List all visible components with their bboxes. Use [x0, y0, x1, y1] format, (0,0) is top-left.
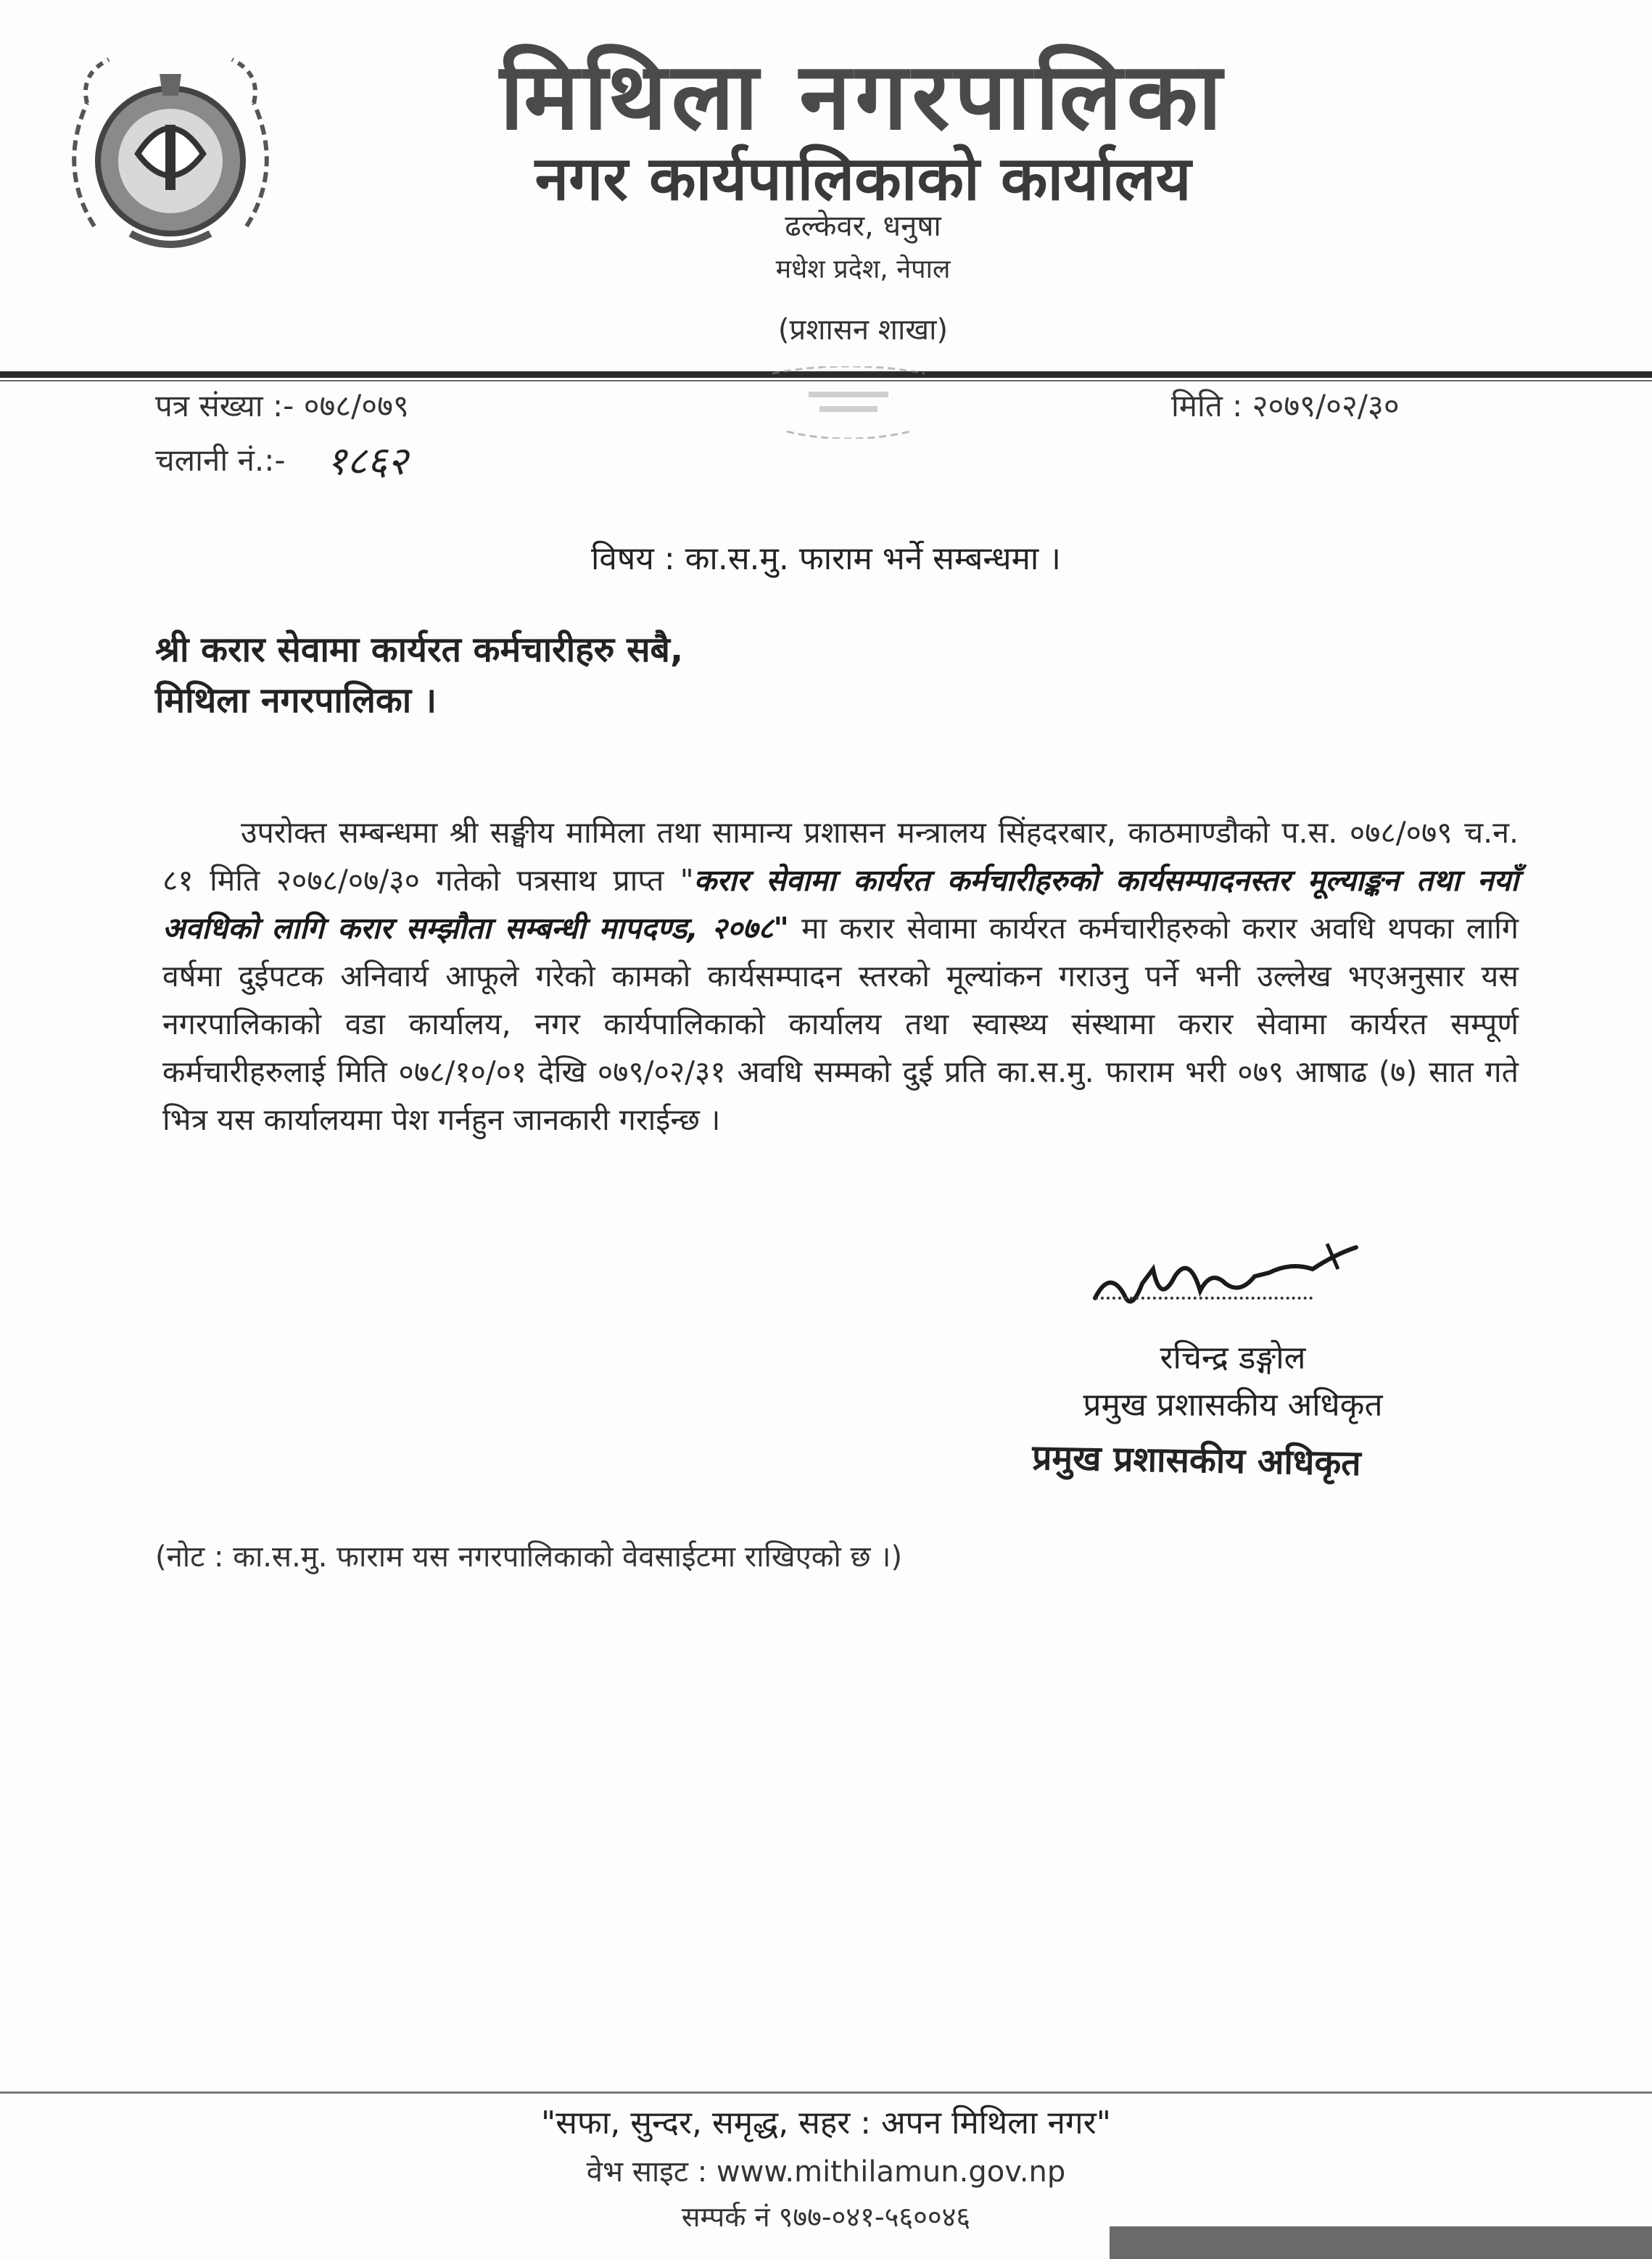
address-line-1: ढल्केवर, धनुषा [785, 210, 941, 243]
footer-rule [0, 2091, 1652, 2094]
subject-line: विषय : का.स.मु. फाराम भर्ने सम्बन्धमा । [591, 540, 1061, 577]
addressee-line-1: श्री करार सेवामा कार्यरत कर्मचारीहरु सबै, [155, 629, 684, 670]
municipality-emblem-icon [51, 45, 290, 263]
signatory-designation: प्रमुख प्रशासकीय अधिकृत [1083, 1387, 1383, 1424]
dispatch-number: १८६२ [326, 438, 408, 484]
office-seal-icon [758, 366, 939, 439]
branch-label: (प्रशासन शाखा) [777, 313, 949, 347]
note-line: (नोट : का.स.मु. फाराम यस नगरपालिकाको वेवसाईटमा राखिएको छ ।) [155, 1540, 903, 1574]
body-text-part-1: उपरोक्त सम्बन्धमा श्री सङ्घीय मामिला तथा सामान्य प्रशासन मन्त्रालय सिंहदरबार, काठमाण्डौको प.स. ०७८/०७९ च.न. ८१ मिति २०७८/०७/३० गतेको पत्रसाथ प्राप्त " [162, 815, 1519, 898]
scan-artifact-bar [1110, 2226, 1652, 2259]
signatory-name: रचिन्द्र डङ्गोल [1160, 1339, 1306, 1376]
address-line-2: मधेश प्रदेश, नेपाल [775, 255, 951, 284]
body-text-part-2: मा करार सेवामा कार्यरत कर्मचारीहरुको करार अवधि थपका लागि वर्षमा दुईपटक अनिवार्य आफूले गरेको कामको कार्यसम्पादन स्तरको मूल्यांकन गराउनु पर्ने भनी उल्लेख भएअनुसार यस नगरपालिकाको वडा कार्यालय, नगर कार्यपालिकाको कार्यालय तथा स्वास्थ्य संस्थामा करार सेवामा कार्यरत सम्पूर्ण कर्मचारीहरुलाई मिति ०७८/१०/०१ देखि ०७९/०२/३१ अवधि सम्मको दुई प्रति का.स.मु. फाराम भरी ०७९ आषाढ (७) सात गते भित्र यस कार्यालयमा पेश गर्नहुन जानकारी गराईन्छ । [162, 911, 1519, 1137]
municipality-title: मिथिला नगरपालिका [500, 43, 1226, 151]
footer-website: वेभ साइट : www.mithilamun.gov.np [586, 2155, 1066, 2189]
signature-line [1095, 1297, 1313, 1300]
body-quoted-title: करार सेवामा कार्यरत कर्मचारीहरुको कार्यसम्पादनस्तर मूल्याङ्कन तथा नयाँ अवधिको लागि करार सम्झौता सम्बन्धी मापदण्ड, २०७८" [162, 863, 1519, 946]
handwritten-signature [1073, 1226, 1363, 1334]
footer-contact: सम्पर्क नं ९७७-०४१-५६००४६ [681, 2201, 971, 2233]
footer-slogan: "सफा, सुन्दर, समृद्ध, सहर : अपन मिथिला नगर" [541, 2105, 1111, 2142]
designation-stamp: प्रमुख प्रशासकीय अधिकृत [1031, 1437, 1362, 1484]
letter-reference: पत्र संख्या :- ०७८/०७९ [155, 388, 409, 424]
letter-body [162, 809, 1519, 1144]
addressee-line-2: मिथिला नगरपालिका । [155, 680, 437, 721]
letter-date: मिति : २०७९/०२/३० [1171, 388, 1400, 424]
dispatch-label: चलानी नं.:- [155, 442, 286, 478]
office-title: नगर कार्यपालिकाको कार्यालय [534, 143, 1191, 214]
